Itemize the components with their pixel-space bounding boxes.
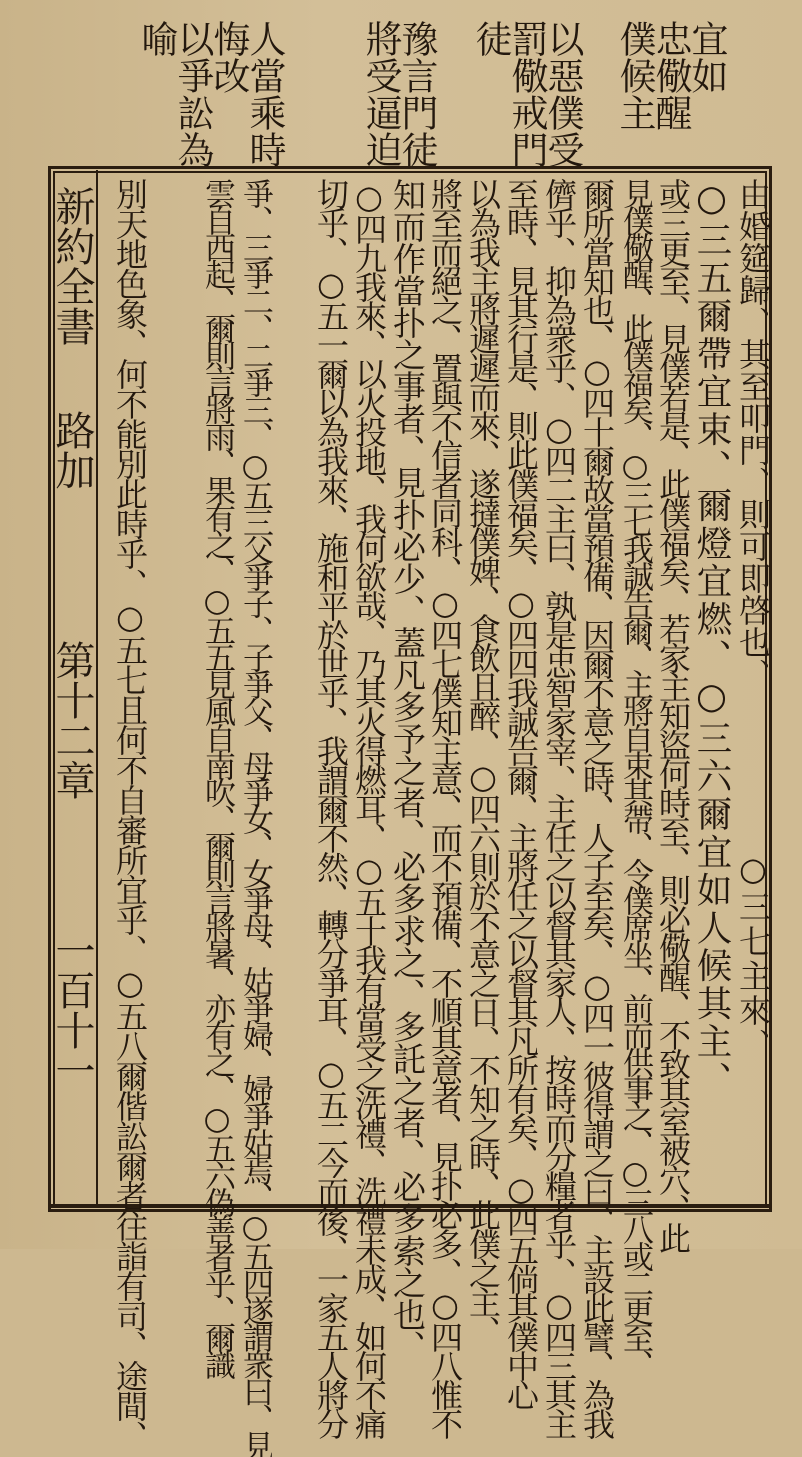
body-col: 知而作當扑之事者、見扑必少、蓋凡多予之者、必多求之、多託之者、必多索之也、 (388, 178, 427, 1362)
headnote-col: 豫言門徒 (395, 20, 438, 168)
body-col: 將至而絕之、置與不信者同科、○四七僕知主意、而不預備、不順其意者、見扑必多、○四八惟不 (426, 178, 464, 1437)
body-col: 或三更至、見僕若是、此僕福矣、若家主知盜何時至、則必儆醒、不致其室被穴、此 (654, 178, 692, 1251)
book-title: 新約全書 (49, 186, 95, 346)
chapter-label: 第十二章 (49, 640, 95, 800)
body-col: 至時、見其行是、則此僕福矣、○四四我誠告爾、主將任之以督其凡所有矣、○四五倘其僕中心 (502, 178, 540, 1408)
body-col: ○四九我來、以火投地、我何欲哉、乃其火得燃耳、○五十我有當受之洗禮、洗禮未成、如何不痛 (350, 178, 388, 1437)
body-col: 由婚筵歸、其至叩門、則可即啓也、 (734, 178, 772, 690)
body-col: ○三五爾帶宜束、爾燈宜燃、○三六爾宜如人候其主、 (691, 178, 732, 1099)
headnote-col: 將受逼迫 (359, 20, 402, 168)
headnote-col: 悔改 (207, 20, 250, 94)
body-col: 儕乎、抑為衆乎、○四二主曰、孰是忠智家宰、主任之以督其家人、按時而分糧者乎、○四三其主 (540, 178, 578, 1437)
headnote-col: 宜如 (685, 20, 728, 94)
body-col: 爾所當知也、○四十爾故當預備、因爾不意之時、人子至矣、○四一彼得謂之曰、主設此譬、為我 (578, 178, 616, 1437)
body-col: 雲自西起、爾則言將雨、果有之、○五五見風自南吹、爾則言將暑、亦有之、○五六偽善者乎、爾識 (199, 178, 235, 1376)
headnote-col: 以爭訟為 (171, 20, 214, 168)
body-col: 見僕儆醒、此僕福矣、○三七我誠告爾、主將自束其帶、令僕席坐、前而供事之、○三八或二更至、 (617, 178, 653, 1376)
headnote-col: 罰儆戒門 (505, 20, 548, 168)
body-col: ○三七主來、 (734, 850, 772, 1063)
headnote-col: 喻 (135, 20, 178, 57)
body-col: 別天地色象、何不能別此時乎、○五七且何不自審所宜乎、○五八爾偕訟爾者往詣有司、途間、 (111, 178, 149, 1450)
headnote-col: 人當乘時 (243, 20, 286, 168)
body-col: 切乎、○五一爾以為我來、施和平於世乎、我謂爾不然、轉分爭耳、○五二今而後、一家五人將分 (312, 178, 350, 1437)
body-col: 爭、三爭二、二爭三、○五三父爭子、子爭父、母爭女、女爭母、姑爭婦、婦爭姑焉、○五四遂謂衆曰、見 (237, 178, 273, 1457)
headnote-col: 徒 (469, 20, 512, 57)
page-number: 一百十一 (49, 930, 95, 1090)
body-col: 以為我主將遲遲而來、遂撻僕婢、食飲且醉、○四六則於不意之日、不知之時、此僕之主、 (464, 178, 502, 1344)
headnote-col: 忠儆醒 (649, 20, 692, 131)
headnote-col: 僕候主 (613, 20, 656, 131)
headnote-col: 以惡僕受 (541, 20, 584, 168)
book-name: 路加 (49, 410, 95, 490)
